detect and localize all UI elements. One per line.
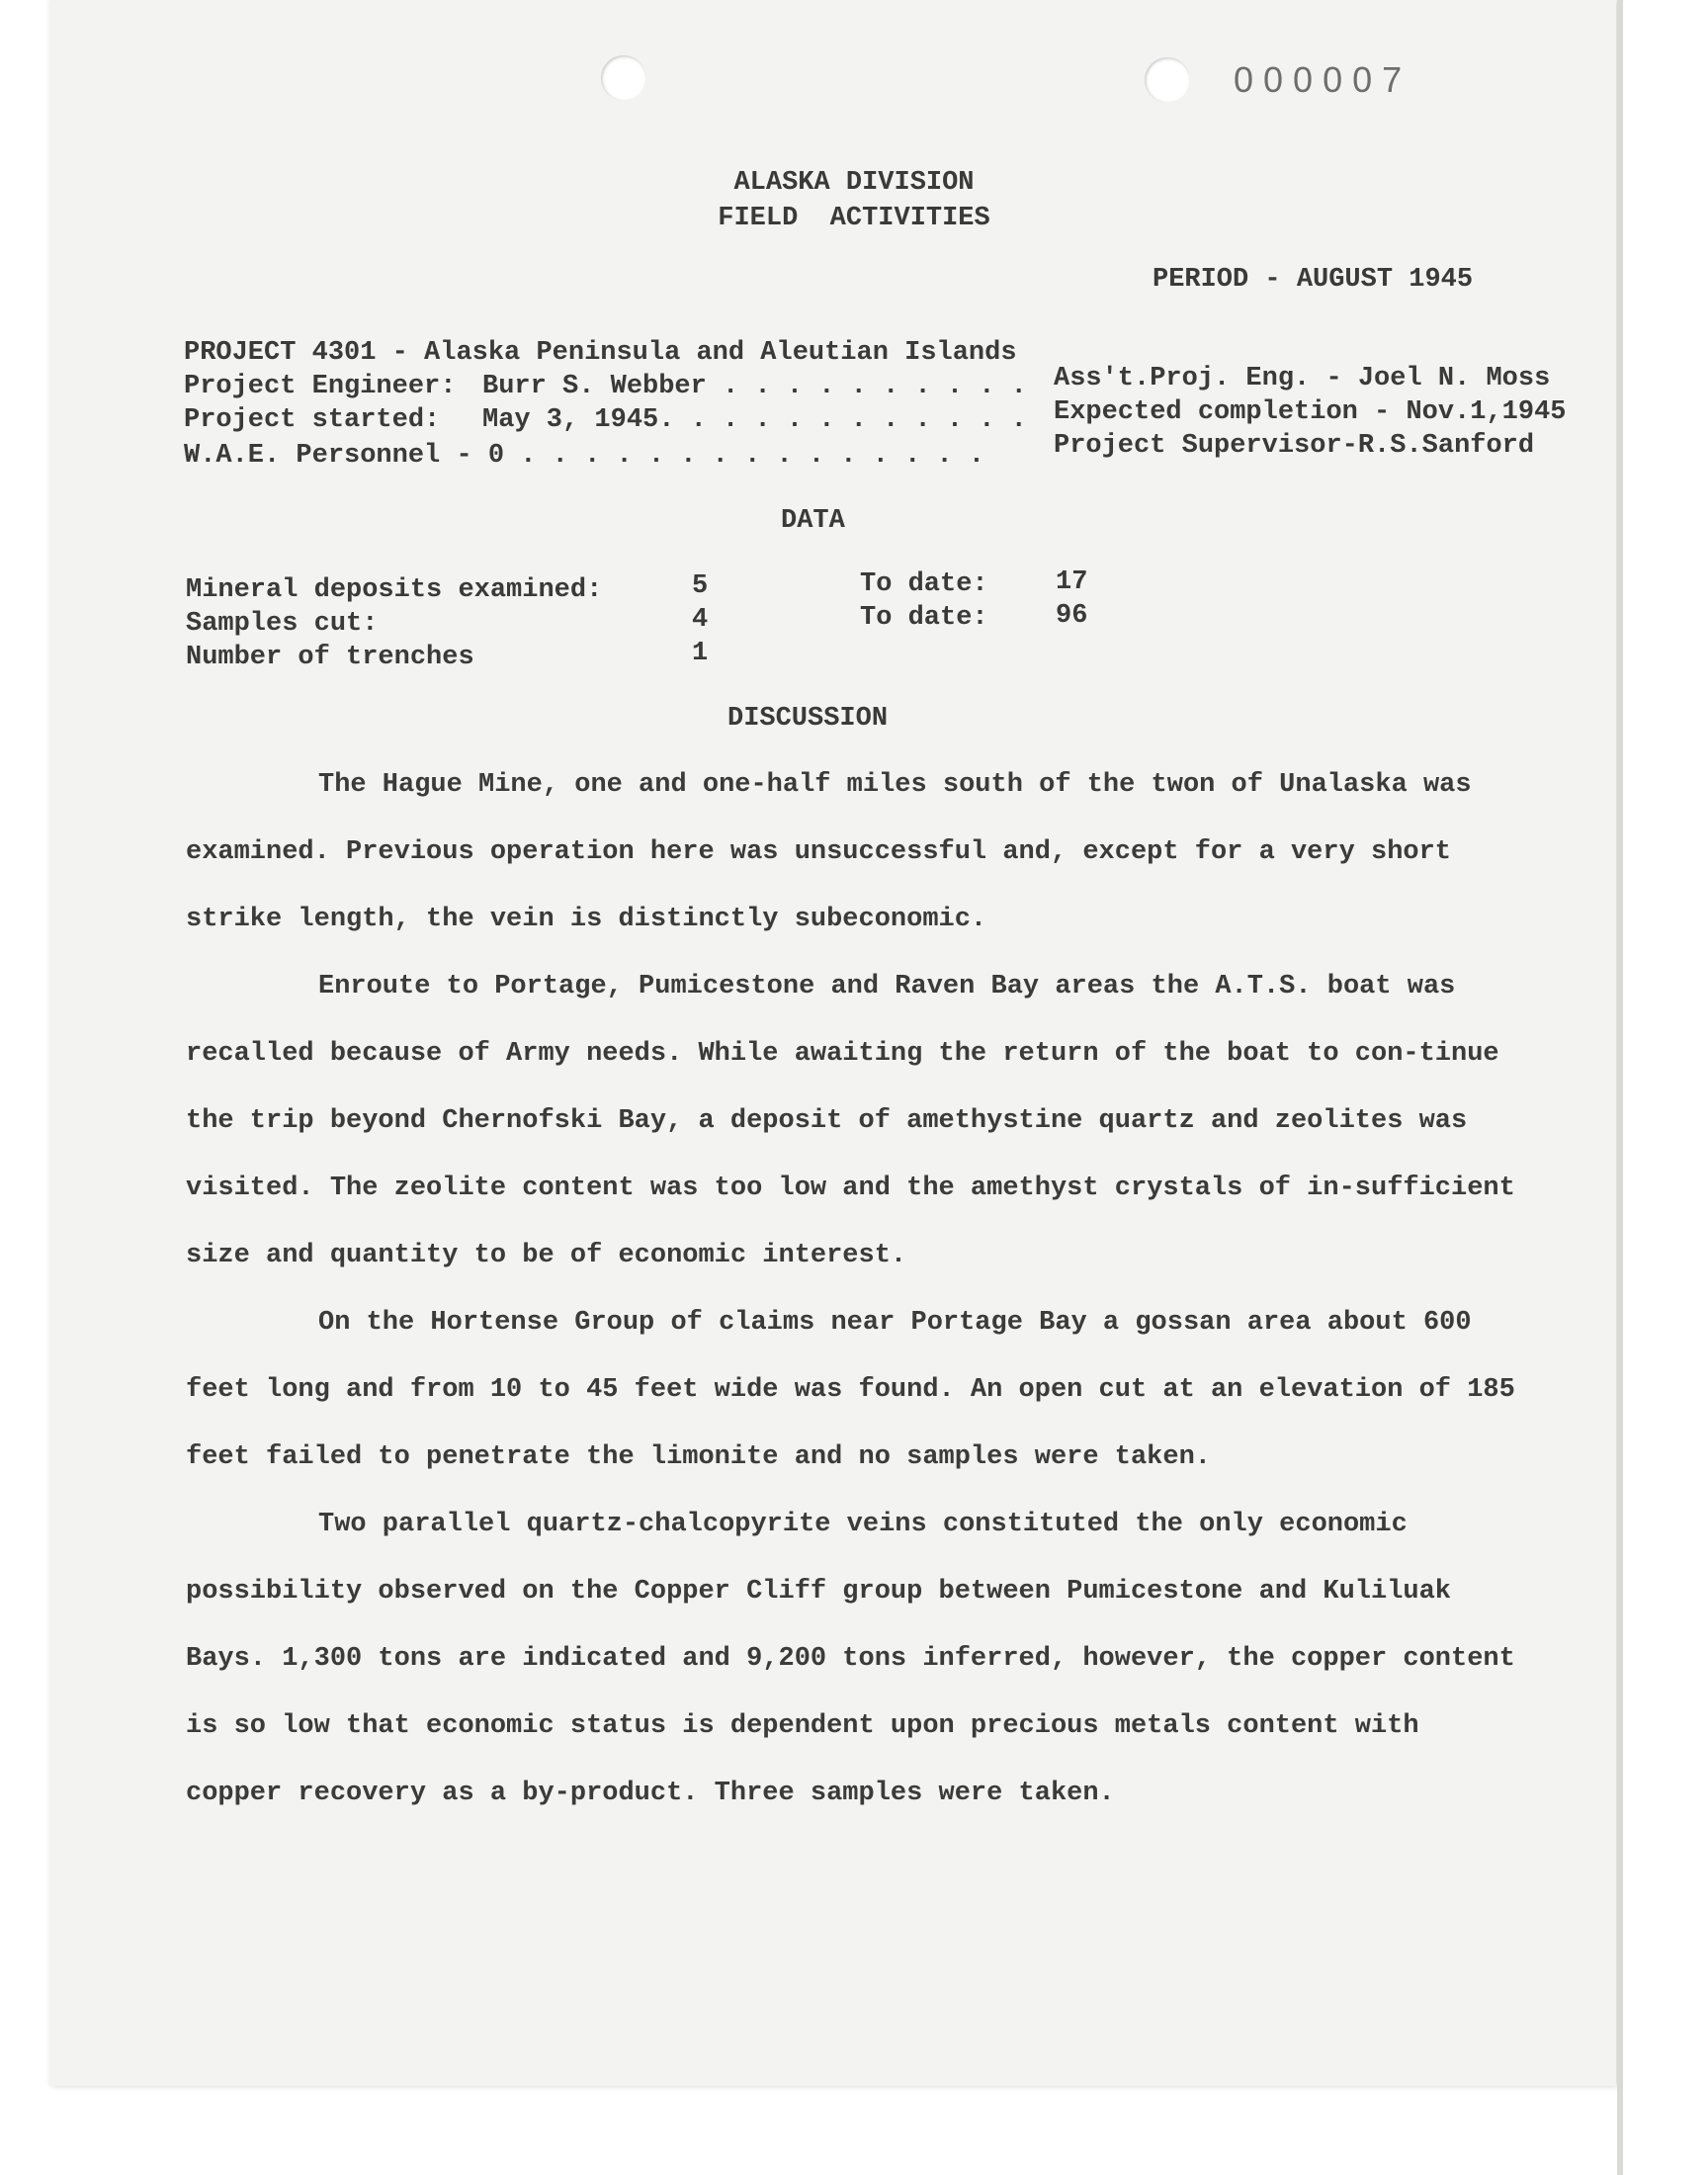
- data-row-value: 5: [692, 571, 709, 601]
- data-row-label: Number of trenches: [186, 643, 474, 672]
- document-number-stamp: 000007: [1234, 59, 1412, 100]
- data-row-value: 1: [692, 639, 709, 668]
- punch-hole-right: [1145, 57, 1190, 103]
- expected-completion: Expected completion - Nov.1,1945: [1054, 397, 1567, 427]
- division-heading: ALASKA DIVISION: [733, 168, 975, 198]
- discussion-paragraph: Enroute to Portage, Pumicestone and Raven Bay areas the A.T.S. boat was recalled because of Army needs. While awaiting the return of the boat to con-tinue the trip beyond Chernofski Bay, a deposit of amethystine quartz and zeolites was visited. The zeolite content was too low and the amethyst crystals of in-sufficient size and quantity to be of economic interest.: [186, 972, 1515, 1270]
- data-heading: DATA: [781, 506, 845, 536]
- discussion-heading: DISCUSSION: [727, 704, 889, 734]
- discussion-body: [186, 751, 1530, 1827]
- data-row-todate-value: 96: [1056, 601, 1088, 631]
- assistant-engineer: Ass't.Proj. Eng. - Joel N. Moss: [1054, 364, 1551, 393]
- project-supervisor: Project Supervisor-R.S.Sanford: [1054, 431, 1535, 461]
- data-row-todate-label: To date:: [860, 603, 988, 633]
- discussion-paragraph: Two parallel quartz-chalcopyrite veins constituted the only economic possibility observed on the Copper Cliff group between Pumicestone and Kuliluak Bays. 1,300 tons are indicated and 9,200 tons inferred, however, the copper content is so low that economic status is dependent upon precious metals content with copper recovery as a by-product. Three samples were taken.: [186, 1510, 1515, 1808]
- period-label: PERIOD - AUGUST 1945: [1153, 265, 1474, 295]
- project-title-line: PROJECT 4301 - Alaska Peninsula and Aleutian Islands: [184, 338, 1017, 368]
- project-engineer-value: Burr S. Webber . . . . . . . . . .: [482, 372, 1027, 401]
- data-row-value: 4: [692, 605, 709, 635]
- data-row-todate-label: To date:: [860, 569, 988, 599]
- discussion-paragraph: The Hague Mine, one and one-half miles south of the twon of Unalaska was examined. Previous operation here was unsuccessful and, except for a very short strike length, the vein is distinctly subeconomic.: [186, 770, 1472, 934]
- data-row-todate-value: 17: [1056, 567, 1088, 597]
- project-engineer-label: Project Engineer:: [184, 372, 457, 401]
- data-row-label: Samples cut:: [186, 609, 379, 639]
- data-row-label: Mineral deposits examined:: [186, 575, 603, 605]
- punch-hole-left: [601, 55, 646, 101]
- project-started-label: Project started:: [184, 405, 441, 435]
- page-edge: [1617, 0, 1623, 2175]
- field-activities-heading: FIELD ACTIVITIES: [718, 204, 990, 233]
- personnel-line: W.A.E. Personnel - 0 . . . . . . . . . . . . . . .: [184, 441, 985, 471]
- project-started-value: May 3, 1945. . . . . . . . . . . .: [482, 405, 1027, 435]
- discussion-paragraph: On the Hortense Group of claims near Portage Bay a gossan area about 600 feet long and from 10 to 45 feet wide was found. An open cut at an elevation of 185 feet failed to penetrate the limonite and no samples were taken.: [186, 1308, 1515, 1472]
